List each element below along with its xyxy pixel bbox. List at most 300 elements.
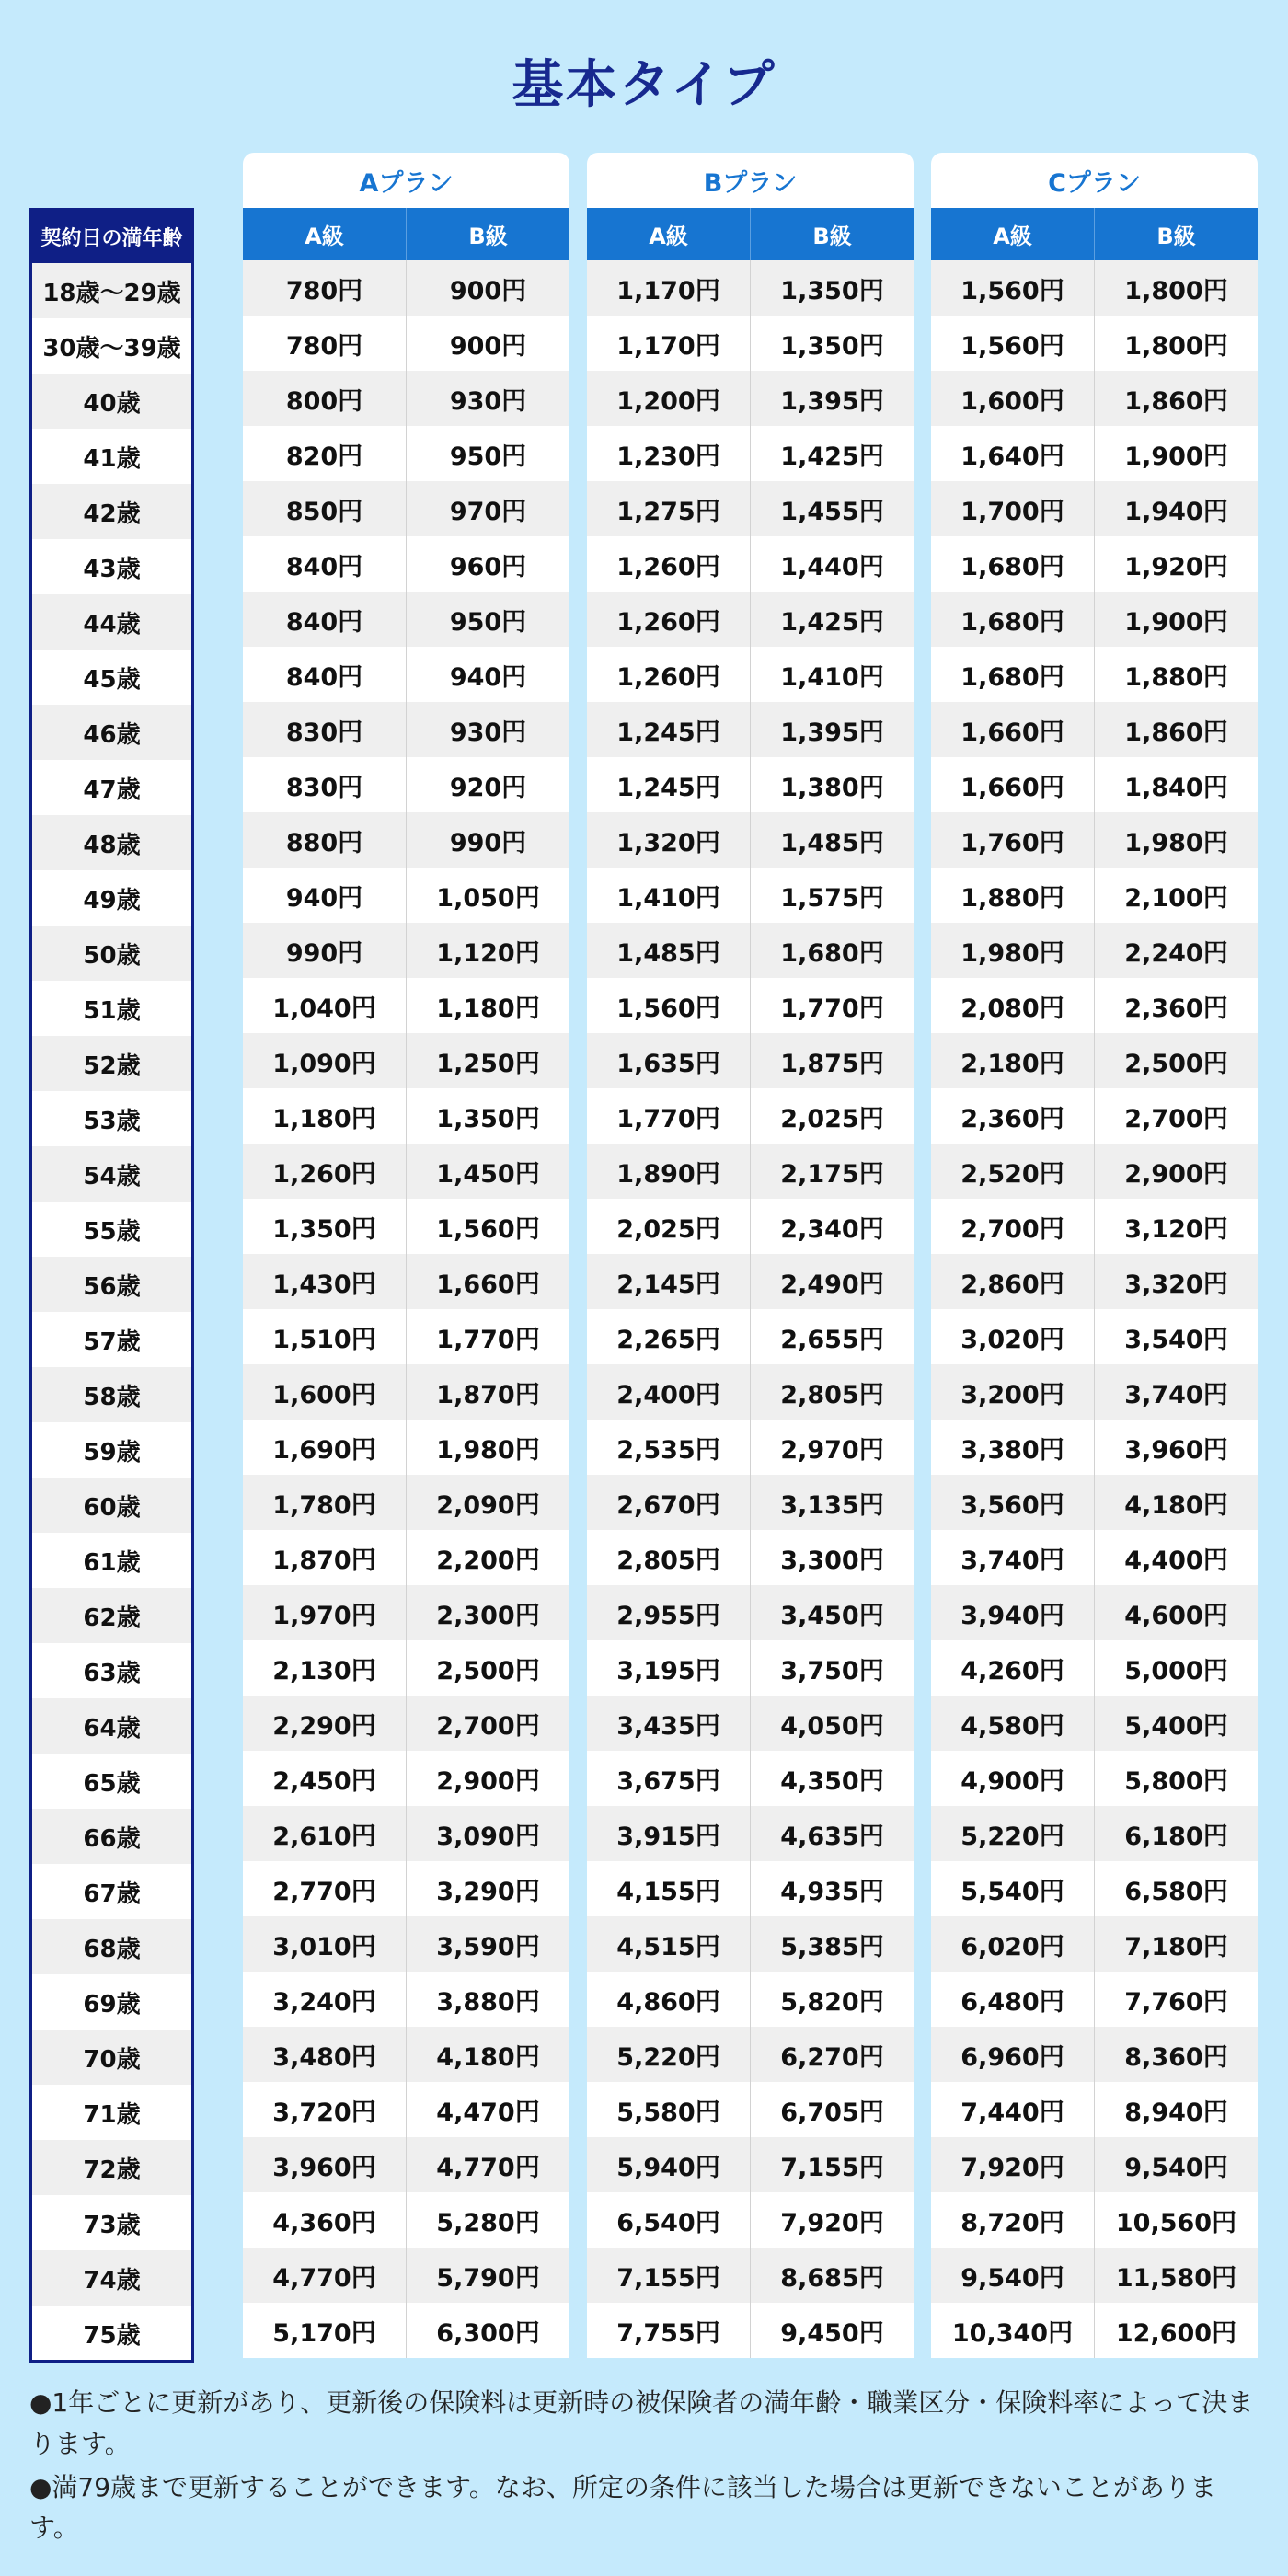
age-cell: 70歳 — [32, 2030, 191, 2085]
age-column-header: 契約日の満年齢 — [32, 211, 191, 263]
grade-a-price: 3,240円 — [243, 1972, 407, 2027]
table-row — [243, 702, 569, 757]
table-row — [587, 1696, 914, 1751]
grade-b-price: 3,450円 — [780, 1601, 884, 1630]
grade-a-price: 1,260円 — [587, 592, 751, 647]
table-row — [931, 1144, 1258, 1199]
grade-b-price: 2,900円 — [1124, 1159, 1228, 1189]
table-row — [243, 757, 569, 812]
grade-a-price: 4,155円 — [587, 1861, 751, 1916]
grade-a-price: 1,970円 — [243, 1585, 407, 1640]
grade-a-price: 1,600円 — [931, 371, 1095, 426]
grade-a-price: 3,200円 — [931, 1364, 1095, 1420]
grade-b-price: 2,240円 — [1124, 938, 1228, 968]
grade-b-price: 1,450円 — [436, 1159, 540, 1189]
table-row — [243, 812, 569, 868]
grade-b-price: 1,860円 — [1124, 718, 1228, 747]
grade-a-price: 3,380円 — [931, 1420, 1095, 1475]
grade-a-price: 5,580円 — [587, 2082, 751, 2137]
age-cell: 74歳 — [32, 2250, 191, 2306]
table-row — [243, 536, 569, 592]
grade-b-price: 5,820円 — [780, 1987, 884, 2017]
grade-b-price: 4,180円 — [1124, 1490, 1228, 1520]
grade-b-price: 8,940円 — [1124, 2098, 1228, 2127]
plan-b-table — [587, 153, 914, 2358]
table-row — [931, 2192, 1258, 2248]
grade-a-price: 1,680円 — [931, 592, 1095, 647]
grade-b-price: 2,025円 — [780, 1104, 884, 1133]
grade-a-price: 1,200円 — [587, 371, 751, 426]
table-row — [587, 1972, 914, 2027]
table-row — [931, 536, 1258, 592]
grade-a-price: 1,245円 — [587, 702, 751, 757]
grade-b-price: 2,090円 — [436, 1490, 540, 1520]
grade-a-price: 2,770円 — [243, 1861, 407, 1916]
table-row — [243, 1696, 569, 1751]
table-row — [931, 1696, 1258, 1751]
grade-b-price: 1,455円 — [780, 497, 884, 526]
age-cell: 55歳 — [83, 1217, 141, 1246]
age-cell: 30歳〜39歳 — [42, 334, 181, 362]
table-row — [587, 1420, 914, 1475]
table-row — [243, 1475, 569, 1530]
grade-a-price: 940円 — [243, 868, 407, 923]
table-row — [931, 316, 1258, 371]
grade-a-price: 5,220円 — [931, 1806, 1095, 1861]
age-cell: 44歳 — [32, 594, 191, 650]
grade-b-price: 9,540円 — [1124, 2153, 1228, 2182]
grade-b-price: 1,050円 — [436, 883, 540, 913]
grade-a-price: 1,350円 — [243, 1199, 407, 1254]
grade-b-price: 2,700円 — [436, 1711, 540, 1741]
grade-b-price: 5,800円 — [1124, 1766, 1228, 1796]
grade-b-price: 1,410円 — [780, 662, 884, 692]
grade-b-price: 1,425円 — [780, 607, 884, 637]
grade-a-price: 1,635円 — [587, 1033, 751, 1088]
grade-a-price: 2,700円 — [931, 1199, 1095, 1254]
table-row — [931, 1585, 1258, 1640]
grade-b-price: 4,050円 — [780, 1711, 884, 1741]
table-row — [587, 1144, 914, 1199]
grade-b-price: 1,425円 — [780, 442, 884, 471]
grade-a-price: 2,955円 — [587, 1585, 751, 1640]
grade-b-price: 920円 — [449, 773, 527, 802]
grade-a-price: 830円 — [243, 702, 407, 757]
grade-b-price: 1,840円 — [1124, 773, 1228, 802]
grade-b-price: 6,180円 — [1124, 1822, 1228, 1851]
table-row — [931, 1199, 1258, 1254]
table-row — [931, 1475, 1258, 1530]
grade-a-price: 4,360円 — [243, 2192, 407, 2248]
table-row — [931, 757, 1258, 812]
table-row — [243, 1751, 569, 1806]
grade-a-label: A級 — [243, 208, 407, 260]
table-row — [931, 481, 1258, 536]
table-row — [931, 1364, 1258, 1420]
grade-b-price: 2,360円 — [1124, 994, 1228, 1023]
grade-b-price: 2,500円 — [436, 1656, 540, 1685]
grade-b-price: 1,980円 — [1124, 828, 1228, 857]
age-cell: 60歳 — [32, 1478, 191, 1533]
table-row — [931, 1254, 1258, 1309]
grade-b-price: 3,320円 — [1124, 1270, 1228, 1299]
grade-b-price: 2,655円 — [780, 1325, 884, 1354]
grade-a-price: 2,290円 — [243, 1696, 407, 1751]
grade-a-price: 4,580円 — [931, 1696, 1095, 1751]
grade-a-price: 3,915円 — [587, 1806, 751, 1861]
table-row — [243, 1033, 569, 1088]
grade-a-price: 3,560円 — [931, 1475, 1095, 1530]
grade-a-price: 780円 — [243, 316, 407, 371]
grade-b-price: 1,900円 — [1124, 607, 1228, 637]
age-cell: 40歳 — [32, 374, 191, 429]
grade-a-price: 5,540円 — [931, 1861, 1095, 1916]
age-column — [29, 208, 194, 2363]
grade-b-price: 1,770円 — [436, 1325, 540, 1354]
grade-a-price: 1,660円 — [931, 702, 1095, 757]
table-row — [931, 1916, 1258, 1972]
grade-b-price: 3,090円 — [436, 1822, 540, 1851]
table-row — [587, 536, 914, 592]
grade-a-price: 990円 — [243, 923, 407, 978]
table-row — [243, 1420, 569, 1475]
grade-a-price: 1,040円 — [243, 978, 407, 1033]
table-row — [587, 1475, 914, 1530]
grade-b-price: 1,875円 — [780, 1049, 884, 1078]
table-row — [587, 592, 914, 647]
grade-a-price: 6,020円 — [931, 1916, 1095, 1972]
grade-b-price: 3,290円 — [436, 1877, 540, 1906]
grade-a-price: 4,260円 — [931, 1640, 1095, 1696]
grade-b-price: 5,385円 — [780, 1932, 884, 1961]
grade-b-price: 2,500円 — [1124, 1049, 1228, 1078]
grade-b-price: 8,685円 — [780, 2263, 884, 2293]
table-row — [587, 2137, 914, 2192]
grade-b-price: 940円 — [449, 662, 527, 692]
grade-a-price: 2,535円 — [587, 1420, 751, 1475]
grade-a-price: 1,660円 — [931, 757, 1095, 812]
grade-a-price: 1,230円 — [587, 426, 751, 481]
grade-a-price: 1,410円 — [587, 868, 751, 923]
table-row — [243, 978, 569, 1033]
grade-b-price: 12,600円 — [1115, 2318, 1237, 2348]
grade-b-price: 1,180円 — [436, 994, 540, 1023]
grade-b-price: 5,400円 — [1124, 1711, 1228, 1741]
table-row — [587, 316, 914, 371]
table-row — [587, 1916, 914, 1972]
grade-b-price: 2,175円 — [780, 1159, 884, 1189]
plan-a-header: Aプラン — [243, 153, 569, 208]
table-row — [243, 1309, 569, 1364]
grade-b-price: 930円 — [449, 718, 527, 747]
grade-a-price: 3,740円 — [931, 1530, 1095, 1585]
grade-b-price: 1,870円 — [436, 1380, 540, 1409]
table-row — [931, 1972, 1258, 2027]
grade-a-label: A級 — [931, 208, 1095, 260]
grade-a-price: 1,430円 — [243, 1254, 407, 1309]
grade-a-price: 8,720円 — [931, 2192, 1095, 2248]
grade-b-label: B級 — [1156, 224, 1196, 249]
table-row — [243, 2248, 569, 2303]
grade-b-price: 1,440円 — [780, 552, 884, 581]
grade-a-price: 2,145円 — [587, 1254, 751, 1309]
notes — [29, 2383, 1262, 2551]
grade-a-price: 2,025円 — [587, 1199, 751, 1254]
table-row — [931, 1530, 1258, 1585]
grade-b-price: 1,800円 — [1124, 331, 1228, 361]
table-row — [243, 426, 569, 481]
grade-b-price: 7,920円 — [780, 2208, 884, 2237]
age-cell: 45歳 — [83, 665, 141, 694]
grade-b-price: 1,575円 — [780, 883, 884, 913]
grade-b-price: 3,300円 — [780, 1546, 884, 1575]
table-row — [243, 2027, 569, 2082]
grade-a-price: 1,275円 — [587, 481, 751, 536]
grade-a-price: 1,170円 — [587, 260, 751, 316]
age-cell: 73歳 — [83, 2211, 141, 2239]
grade-b-price: 2,340円 — [780, 1214, 884, 1244]
plan-a-rows — [243, 260, 569, 2358]
table-row — [931, 2027, 1258, 2082]
table-row — [587, 923, 914, 978]
age-cell: 65歳 — [83, 1769, 141, 1798]
grade-b-price: 1,395円 — [780, 386, 884, 416]
grade-a-price: 1,180円 — [243, 1088, 407, 1144]
grade-a-price: 9,540円 — [931, 2248, 1095, 2303]
grade-b-price: 1,660円 — [436, 1270, 540, 1299]
grade-a-price: 3,720円 — [243, 2082, 407, 2137]
plan-c-header: Cプラン — [931, 153, 1258, 208]
age-cell: 71歳 — [83, 2100, 141, 2129]
grade-b-price: 1,380円 — [780, 773, 884, 802]
table-row — [587, 978, 914, 1033]
grade-a-price: 2,265円 — [587, 1309, 751, 1364]
table-row — [243, 2082, 569, 2137]
table-row — [587, 1199, 914, 1254]
grade-a-price: 6,960円 — [931, 2027, 1095, 2082]
grade-a-price: 3,020円 — [931, 1309, 1095, 1364]
grade-a-price: 4,900円 — [931, 1751, 1095, 1806]
grade-a-price: 7,920円 — [931, 2137, 1095, 2192]
table-row — [931, 2248, 1258, 2303]
table-row — [587, 868, 914, 923]
grade-b-price: 6,270円 — [780, 2042, 884, 2072]
table-row — [587, 2192, 914, 2248]
grade-b-price: 950円 — [449, 442, 527, 471]
grade-b-price: 2,700円 — [1124, 1104, 1228, 1133]
age-cell: 64歳 — [32, 1698, 191, 1754]
grade-b-price: 11,580円 — [1115, 2263, 1237, 2293]
table-row — [243, 2192, 569, 2248]
table-row — [243, 316, 569, 371]
table-row — [243, 592, 569, 647]
table-row — [243, 1861, 569, 1916]
grade-b-label: B級 — [468, 224, 508, 249]
grade-a-price: 1,170円 — [587, 316, 751, 371]
table-row — [587, 2082, 914, 2137]
grade-a-price: 840円 — [243, 647, 407, 702]
table-row — [587, 371, 914, 426]
grade-a-price: 1,880円 — [931, 868, 1095, 923]
grade-a-price: 4,860円 — [587, 1972, 751, 2027]
grade-b-price: 1,560円 — [436, 1214, 540, 1244]
grade-b-price: 2,300円 — [436, 1601, 540, 1630]
table-row — [931, 812, 1258, 868]
grade-a-price: 5,170円 — [243, 2303, 407, 2358]
grade-b-price: 2,490円 — [780, 1270, 884, 1299]
grade-b-price: 2,200円 — [436, 1546, 540, 1575]
grade-b-price: 1,680円 — [780, 938, 884, 968]
grade-a-price: 1,560円 — [931, 316, 1095, 371]
plan-a-grade-header — [243, 208, 569, 260]
grade-b-price: 3,540円 — [1124, 1325, 1228, 1354]
grade-b-price: 1,940円 — [1124, 497, 1228, 526]
grade-a-price: 2,670円 — [587, 1475, 751, 1530]
grade-a-price: 3,940円 — [931, 1585, 1095, 1640]
plan-b-rows — [587, 260, 914, 2358]
grade-a-price: 1,600円 — [243, 1364, 407, 1420]
table-row — [587, 2248, 914, 2303]
table-row — [931, 260, 1258, 316]
grade-a-price: 1,770円 — [587, 1088, 751, 1144]
age-cell: 57歳 — [83, 1328, 141, 1356]
age-cell: 75歳 — [83, 2321, 141, 2350]
age-cell: 56歳 — [32, 1257, 191, 1312]
grade-a-price: 2,400円 — [587, 1364, 751, 1420]
age-cell: 48歳 — [32, 815, 191, 870]
grade-b-price: 7,180円 — [1124, 1932, 1228, 1961]
age-cell: 59歳 — [83, 1438, 141, 1466]
grade-b-price: 7,760円 — [1124, 1987, 1228, 2017]
grade-a-price: 840円 — [243, 592, 407, 647]
grade-a-price: 1,690円 — [243, 1420, 407, 1475]
table-row — [587, 1751, 914, 1806]
table-row — [243, 1199, 569, 1254]
grade-a-price: 1,320円 — [587, 812, 751, 868]
grade-a-price: 1,510円 — [243, 1309, 407, 1364]
grade-a-price: 880円 — [243, 812, 407, 868]
grade-a-price: 1,870円 — [243, 1530, 407, 1585]
age-cell: 68歳 — [32, 1919, 191, 1974]
plan-c-rows — [931, 260, 1258, 2358]
grade-b-price: 900円 — [449, 276, 527, 305]
age-cell: 51歳 — [83, 996, 141, 1025]
grade-a-price: 7,155円 — [587, 2248, 751, 2303]
grade-b-price: 8,360円 — [1124, 2042, 1228, 2072]
table-row — [243, 923, 569, 978]
grade-a-price: 3,960円 — [243, 2137, 407, 2192]
table-row — [587, 481, 914, 536]
plan-c-grade-header — [931, 208, 1258, 260]
grade-b-price: 2,900円 — [436, 1766, 540, 1796]
table-row — [243, 481, 569, 536]
table-row — [931, 1751, 1258, 1806]
grade-b-price: 7,155円 — [780, 2153, 884, 2182]
plan-c-table — [931, 153, 1258, 2358]
grade-a-price: 2,610円 — [243, 1806, 407, 1861]
grade-b-price: 1,980円 — [436, 1435, 540, 1465]
table-row — [243, 2137, 569, 2192]
grade-a-price: 4,515円 — [587, 1916, 751, 1972]
grade-b-price: 6,300円 — [436, 2318, 540, 2348]
grade-b-price: 970円 — [449, 497, 527, 526]
table-row — [931, 2137, 1258, 2192]
grade-b-price: 4,180円 — [436, 2042, 540, 2072]
age-cell: 69歳 — [83, 1990, 141, 2018]
table-row — [931, 2082, 1258, 2137]
table-row — [931, 978, 1258, 1033]
grade-a-price: 1,640円 — [931, 426, 1095, 481]
grade-a-price: 2,180円 — [931, 1033, 1095, 1088]
grade-b-price: 1,880円 — [1124, 662, 1228, 692]
grade-a-price: 1,260円 — [587, 647, 751, 702]
table-row — [587, 1861, 914, 1916]
table-row — [931, 1309, 1258, 1364]
grade-a-price: 6,480円 — [931, 1972, 1095, 2027]
table-row — [243, 2303, 569, 2358]
grade-b-price: 5,000円 — [1124, 1656, 1228, 1685]
grade-a-price: 830円 — [243, 757, 407, 812]
grade-a-price: 1,560円 — [931, 260, 1095, 316]
age-cell: 43歳 — [83, 555, 141, 583]
grade-b-price: 4,770円 — [436, 2153, 540, 2182]
table-row — [243, 371, 569, 426]
note-renewal: ●1年ごとに更新があり、更新後の保険料は更新時の被保険者の満年齢・職業区分・保険料率によって決まります。 — [29, 2387, 1254, 2459]
grade-b-price: 6,705円 — [780, 2098, 884, 2127]
grade-b-price: 6,580円 — [1124, 1877, 1228, 1906]
grade-b-price: 4,935円 — [780, 1877, 884, 1906]
grade-b-price: 3,750円 — [780, 1656, 884, 1685]
table-row — [243, 1088, 569, 1144]
age-cell: 54歳 — [32, 1146, 191, 1202]
table-row — [931, 1420, 1258, 1475]
table-row — [243, 1972, 569, 2027]
grade-b-price: 1,120円 — [436, 938, 540, 968]
plan-b-header: Bプラン — [587, 153, 914, 208]
grade-b-price: 2,100円 — [1124, 883, 1228, 913]
table-row — [243, 1640, 569, 1696]
age-cell: 49歳 — [83, 886, 141, 914]
table-row — [587, 1364, 914, 1420]
grade-b-price: 10,560円 — [1115, 2208, 1237, 2237]
grade-a-price: 1,780円 — [243, 1475, 407, 1530]
grade-a-price: 7,440円 — [931, 2082, 1095, 2137]
grade-a-price: 3,435円 — [587, 1696, 751, 1751]
grade-b-price: 1,770円 — [780, 994, 884, 1023]
table-row — [931, 1806, 1258, 1861]
table-row — [931, 1088, 1258, 1144]
grade-a-price: 850円 — [243, 481, 407, 536]
grade-b-price: 930円 — [449, 386, 527, 416]
plan-b-grade-header — [587, 208, 914, 260]
table-row — [931, 1861, 1258, 1916]
plan-a-table — [243, 153, 569, 2358]
table-row — [587, 1806, 914, 1861]
grade-b-price: 1,900円 — [1124, 442, 1228, 471]
table-row — [931, 426, 1258, 481]
table-row — [931, 702, 1258, 757]
age-cell: 61歳 — [83, 1548, 141, 1577]
grade-b-price: 1,350円 — [780, 331, 884, 361]
grade-a-price: 800円 — [243, 371, 407, 426]
age-cell: 50歳 — [32, 926, 191, 981]
grade-a-price: 1,890円 — [587, 1144, 751, 1199]
grade-a-price: 3,195円 — [587, 1640, 751, 1696]
grade-a-price: 6,540円 — [587, 2192, 751, 2248]
grade-a-price: 3,010円 — [243, 1916, 407, 1972]
grade-b-price: 1,920円 — [1124, 552, 1228, 581]
grade-b-price: 990円 — [449, 828, 527, 857]
